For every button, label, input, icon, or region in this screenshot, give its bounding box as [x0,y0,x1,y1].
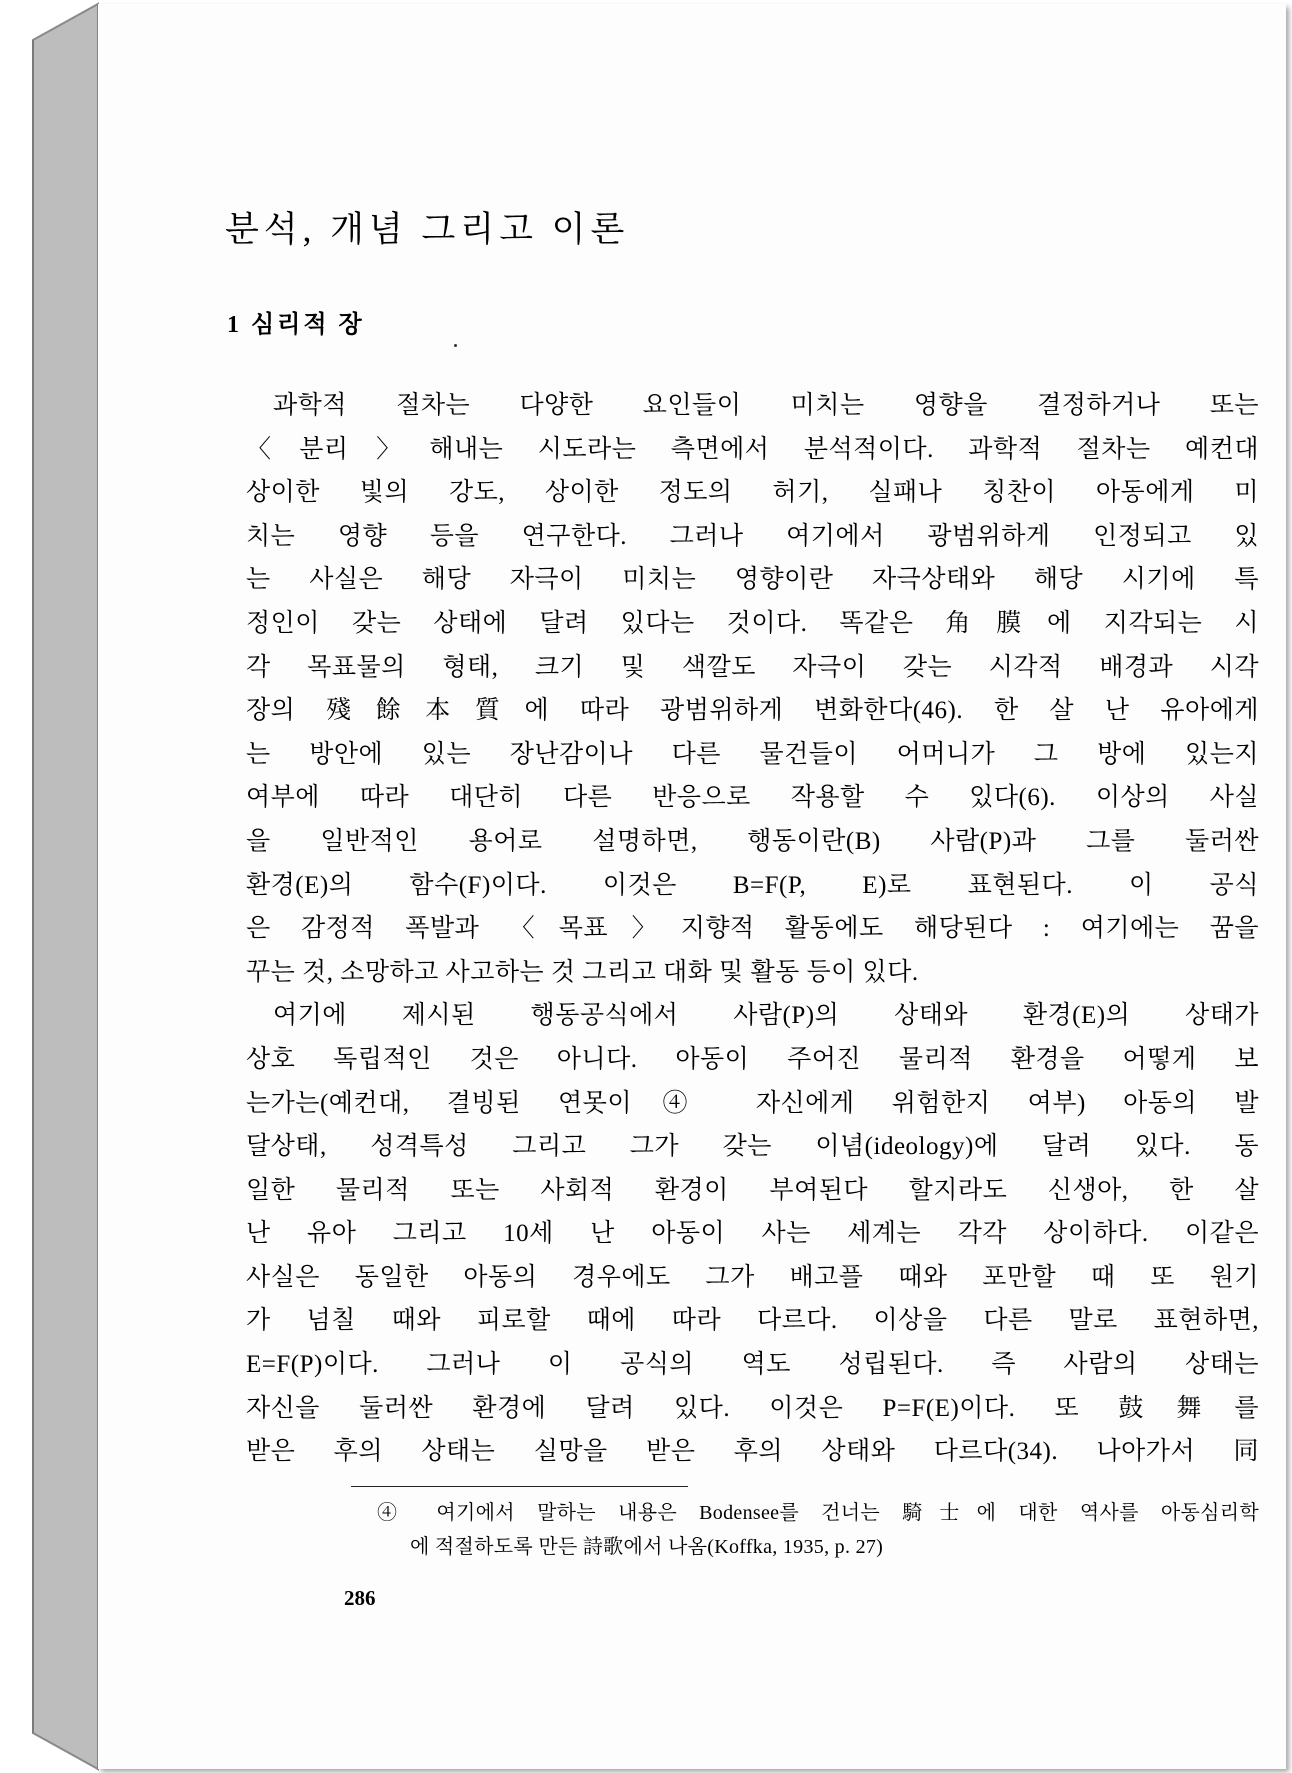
body-line: 환경(E)의 함수(F)이다. 이것은 B=F(P, E)로 표현된다. 이 공식 [246,871,1259,899]
body-line: 각 목표물의 형태, 크기 및 색깔도 자극이 갖는 시각적 배경과 시각 [246,653,1259,681]
page-number: 286 [344,1586,376,1610]
body-line: 상호 독립적인 것은 아니다. 아동이 주어진 물리적 환경을 어떻게 보 [246,1045,1259,1073]
body-line: 은 감정적 폭발과 〈목표〉지향적 활동에도 해당된다 : 여기에는 꿈을 [246,915,1259,943]
body-line: 자신을 둘러싼 환경에 달려 있다. 이것은 P=F(E)이다. 또 鼓舞를 [246,1394,1259,1422]
body-line: 장의 殘餘本質에 따라 광범위하게 변화한다(46). 한 살 난 유아에게 [246,697,1259,725]
footnote-line: ④ 여기에서 말하는 내용은 Bodensee를 건너는 騎士에 대한 역사를 아동심리학 [377,1502,1259,1524]
body-line: 〈분리〉해내는 시도라는 측면에서 분석적이다. 과학적 절차는 예컨대 [246,435,1259,463]
body-line: 꾸는 것, 소망하고 사고하는 것 그리고 대화 및 활동 등이 있다. [246,958,919,986]
footnote-line: 에 적절하도록 만든 詩歌에서 나옴(Koffka, 1935, p. 27) [410,1536,884,1558]
book-page [98,4,1286,1769]
body-line: 정인이 갖는 상태에 달려 있다는 것이다. 똑같은 角膜에 지각되는 시 [246,609,1259,637]
body-line: 는 사실은 해당 자극이 미치는 영향이란 자극상태와 해당 시기에 특 [246,566,1259,594]
footnote-divider [351,1486,688,1487]
body-line: 는 방안에 있는 장난감이나 다른 물건들이 어머니가 그 방에 있는지 [246,740,1259,768]
body-line: 난 유아 그리고 10세 난 아동이 사는 세계는 각각 상이하다. 이같은 [246,1220,1259,1248]
body-text [246,384,1259,1474]
footnotes [377,1496,1259,1564]
body-line: 사실은 동일한 아동의 경우에도 그가 배고플 때와 포만할 때 또 원기 [246,1263,1259,1291]
body-line: E=F(P)이다. 그러나 이 공식의 역도 성립된다. 즉 사람의 상태는 [246,1351,1259,1379]
body-line: 여기에 제시된 행동공식에서 사람(P)의 상태와 환경(E)의 상태가 [273,1002,1259,1030]
body-line: 일한 물리적 또는 사회적 환경이 부여된다 할지라도 신생아, 한 살 [246,1176,1259,1204]
body-line: 는가는(예컨대, 결빙된 연못이④ 자신에게 위험한지 여부) 아동의 발 [246,1089,1259,1117]
body-line: 과학적 절차는 다양한 요인들이 미치는 영향을 결정하거나 또는 [273,392,1259,419]
body-line: 치는 영향 등을 연구한다. 그러나 여기에서 광범위하게 인정되고 있 [246,522,1259,550]
body-line: 상이한 빛의 강도, 상이한 정도의 허기, 실패나 칭찬이 아동에게 미 [246,479,1259,507]
chapter-title: 분석, 개념 그리고 이론 [225,210,630,249]
body-line: 받은 후의 상태는 실망을 받은 후의 상태와 다르다(34). 나아가서 同 [246,1438,1259,1466]
stray-dot [454,344,457,347]
body-line: 달상태, 성격특성 그리고 그가 갖는 이념(ideology)에 달려 있다. 동 [246,1133,1259,1161]
section-title: 1 심리적 장 [227,312,365,338]
body-line: 을 일반적인 용어로 설명하면, 행동이란(B) 사람(P)과 그를 둘러싼 [246,827,1259,855]
body-line: 여부에 따라 대단히 다른 반응으로 작용할 수 있다(6). 이상의 사실 [246,784,1259,812]
body-line: 가 넘칠 때와 피로할 때에 따라 다르다. 이상을 다른 말로 표현하면, [246,1307,1259,1335]
